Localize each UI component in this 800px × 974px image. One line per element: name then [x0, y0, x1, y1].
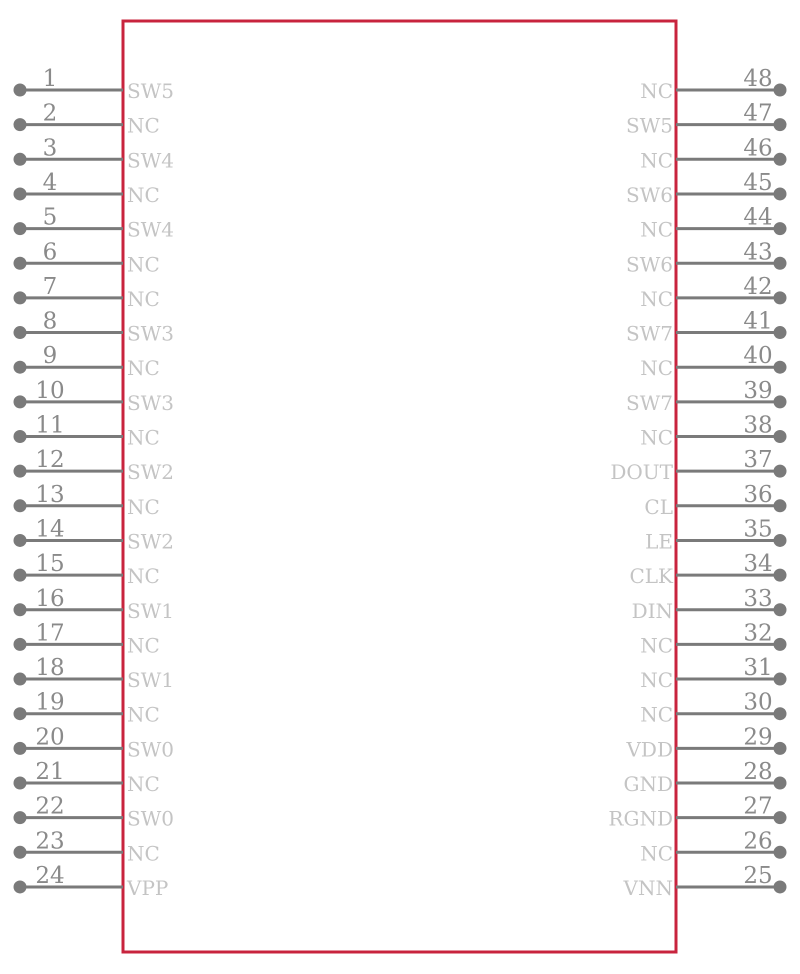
- pin-4: [14, 170, 160, 207]
- pin-37: [610, 447, 786, 484]
- pin-endpoint-dot: [774, 880, 787, 893]
- pin-9: [14, 343, 160, 380]
- pin-endpoint-dot: [14, 291, 27, 304]
- pin-label: SW2: [127, 529, 174, 554]
- pin-endpoint-dot: [14, 222, 27, 235]
- pin-label: SW0: [127, 806, 174, 831]
- pin-number: 37: [743, 447, 773, 474]
- pin-endpoint-dot: [14, 153, 27, 166]
- pin-number: 3: [42, 135, 58, 162]
- pin-label: NC: [127, 113, 160, 138]
- pin-41: [626, 309, 786, 346]
- pin-34: [629, 551, 786, 588]
- pin-label: NC: [640, 633, 673, 658]
- pin-6: [14, 239, 160, 276]
- pin-number: 25: [743, 862, 773, 889]
- pin-8: [14, 309, 174, 346]
- pin-label: VPP: [127, 875, 169, 900]
- pin-36: [644, 482, 786, 519]
- pin-14: [14, 516, 174, 553]
- ic-body-outline: [123, 21, 676, 952]
- pin-number: 40: [743, 343, 773, 370]
- pin-endpoint-dot: [774, 569, 787, 582]
- pin-number: 19: [35, 689, 65, 716]
- pin-endpoint-dot: [14, 118, 27, 131]
- pin-label: NC: [127, 182, 160, 207]
- pin-24: [14, 863, 169, 900]
- pin-endpoint-dot: [14, 707, 27, 720]
- pin-27: [608, 794, 786, 831]
- pin-label: VDD: [626, 737, 673, 762]
- pin-endpoint-dot: [774, 361, 787, 374]
- pin-label: VNN: [623, 875, 673, 900]
- pin-32: [640, 620, 786, 657]
- pin-number: 33: [743, 585, 773, 612]
- pin-endpoint-dot: [774, 707, 787, 720]
- pin-number: 30: [743, 689, 773, 716]
- pin-label: NC: [640, 841, 673, 866]
- pin-number: 15: [35, 551, 65, 578]
- pin-42: [640, 274, 786, 311]
- pin-number: 4: [42, 169, 58, 196]
- pin-endpoint-dot: [774, 777, 787, 790]
- pin-number: 29: [743, 724, 773, 751]
- pin-endpoint-dot: [774, 153, 787, 166]
- pin-18: [14, 655, 174, 692]
- pin-label: SW1: [127, 598, 174, 623]
- pin-11: [14, 413, 160, 450]
- pin-28: [623, 759, 786, 796]
- pin-endpoint-dot: [774, 534, 787, 547]
- pin-number: 26: [743, 828, 773, 855]
- pin-22: [14, 794, 174, 831]
- pin-number: 22: [35, 793, 65, 820]
- pin-25: [623, 863, 787, 900]
- pin-33: [632, 586, 787, 623]
- pin-endpoint-dot: [774, 742, 787, 755]
- pin-label: LE: [645, 529, 673, 554]
- pin-endpoint-dot: [774, 222, 787, 235]
- pin-35: [645, 516, 786, 553]
- pin-number: 46: [743, 135, 773, 162]
- pin-number: 42: [743, 273, 773, 300]
- pin-39: [626, 378, 786, 415]
- pin-label: NC: [127, 633, 160, 658]
- pin-31: [640, 655, 786, 692]
- pin-number: 2: [42, 100, 58, 127]
- pin-number: 48: [743, 66, 773, 92]
- pin-number: 44: [743, 204, 773, 231]
- pin-endpoint-dot: [14, 638, 27, 651]
- pin-43: [626, 239, 786, 276]
- pin-endpoint-dot: [774, 811, 787, 824]
- pin-endpoint-dot: [774, 638, 787, 651]
- pin-label: SW1: [127, 668, 174, 693]
- pin-label: NC: [640, 148, 673, 173]
- pin-40: [640, 343, 786, 380]
- pin-endpoint-dot: [774, 257, 787, 270]
- pin-endpoint-dot: [14, 84, 27, 97]
- pin-number: 45: [743, 169, 773, 196]
- pin-endpoint-dot: [14, 569, 27, 582]
- pin-endpoint-dot: [774, 395, 787, 408]
- pin-number: 10: [35, 377, 65, 404]
- pin-endpoint-dot: [14, 603, 27, 616]
- pin-45: [626, 170, 786, 207]
- pin-number: 27: [743, 793, 773, 820]
- pin-20: [14, 724, 174, 761]
- pin-label: SW3: [127, 390, 174, 415]
- right-pin-group: [608, 66, 786, 900]
- pin-endpoint-dot: [774, 603, 787, 616]
- pin-3: [14, 135, 174, 172]
- pin-number: 38: [743, 412, 773, 439]
- pin-12: [14, 447, 174, 484]
- pin-label: SW5: [626, 113, 673, 138]
- pin-16: [14, 586, 174, 623]
- pin-label: SW4: [127, 148, 174, 173]
- pin-number: 39: [743, 377, 773, 404]
- pin-label: NC: [640, 356, 673, 381]
- pin-label: NC: [127, 564, 160, 589]
- pin-number: 21: [35, 759, 65, 785]
- pin-endpoint-dot: [14, 257, 27, 270]
- pin-endpoint-dot: [14, 742, 27, 755]
- pin-number: 28: [743, 759, 773, 785]
- pin-38: [640, 413, 786, 450]
- pin-number: 24: [35, 862, 65, 889]
- pin-7: [14, 274, 160, 311]
- pin-endpoint-dot: [774, 673, 787, 686]
- pin-number: 47: [743, 100, 773, 127]
- pin-label: NC: [127, 425, 160, 450]
- pin-23: [14, 828, 160, 865]
- pin-number: 14: [35, 516, 65, 543]
- pin-number: 6: [42, 239, 58, 266]
- pin-number: 16: [35, 585, 65, 612]
- pin-number: 41: [743, 308, 773, 335]
- pin-number: 12: [35, 447, 65, 474]
- pin-endpoint-dot: [14, 777, 27, 790]
- pin-label: SW2: [127, 460, 174, 485]
- pin-endpoint-dot: [774, 499, 787, 512]
- pin-21: [14, 759, 160, 796]
- pin-number: 31: [743, 655, 773, 682]
- pin-number: 20: [35, 724, 65, 751]
- pin-endpoint-dot: [774, 846, 787, 859]
- pin-48: [640, 66, 786, 103]
- pin-number: 8: [42, 308, 58, 335]
- pin-label: SW5: [127, 79, 174, 103]
- pin-15: [14, 551, 160, 588]
- pin-endpoint-dot: [774, 430, 787, 443]
- pin-endpoint-dot: [774, 291, 787, 304]
- pin-endpoint-dot: [14, 395, 27, 408]
- pin-47: [626, 101, 786, 138]
- pin-label: NC: [640, 79, 673, 103]
- pin-number: 9: [42, 343, 58, 370]
- pin-number: 11: [35, 412, 65, 439]
- pin-endpoint-dot: [14, 811, 27, 824]
- pin-endpoint-dot: [14, 430, 27, 443]
- pin-label: SW7: [626, 321, 673, 346]
- pin-endpoint-dot: [14, 361, 27, 374]
- pin-label: NC: [640, 702, 673, 727]
- pin-number: 43: [743, 239, 773, 266]
- pin-label: NC: [127, 841, 160, 866]
- pin-label: SW0: [127, 737, 174, 762]
- pin-label: NC: [127, 494, 160, 519]
- pin-29: [625, 724, 786, 761]
- pin-number: 5: [42, 204, 58, 231]
- pin-label: SW7: [626, 390, 673, 415]
- pin-number: 32: [743, 620, 773, 647]
- pin-44: [640, 205, 786, 242]
- left-pin-group: [14, 66, 174, 900]
- pin-endpoint-dot: [14, 326, 27, 339]
- pin-number: 18: [35, 655, 65, 682]
- pin-label: CLK: [629, 564, 673, 589]
- pin-label: NC: [640, 217, 673, 242]
- pin-number: 35: [743, 516, 773, 543]
- pin-2: [14, 101, 160, 138]
- pin-5: [14, 205, 174, 242]
- pin-label: GND: [623, 772, 673, 796]
- pin-label: NC: [640, 286, 673, 311]
- pin-number: 23: [35, 828, 65, 855]
- pin-number: 7: [42, 273, 58, 300]
- pin-number: 36: [743, 481, 773, 508]
- pin-label: NC: [127, 356, 160, 381]
- pin-label: SW6: [626, 182, 673, 207]
- pin-endpoint-dot: [774, 187, 787, 200]
- pin-label: SW4: [127, 217, 174, 242]
- pin-17: [14, 620, 160, 657]
- pin-number: 34: [743, 551, 773, 578]
- pin-endpoint-dot: [14, 673, 27, 686]
- pin-label: NC: [640, 425, 673, 450]
- pin-10: [14, 378, 174, 415]
- pin-label: SW3: [127, 321, 174, 346]
- pin-endpoint-dot: [774, 326, 787, 339]
- pin-number: 17: [35, 620, 65, 647]
- pin-endpoint-dot: [774, 118, 787, 131]
- pin-number: 13: [35, 481, 65, 508]
- pin-19: [14, 690, 160, 727]
- pin-label: DOUT: [610, 460, 673, 485]
- pin-endpoint-dot: [14, 465, 27, 478]
- pin-13: [14, 482, 160, 519]
- pin-endpoint-dot: [14, 846, 27, 859]
- pin-30: [640, 690, 786, 727]
- pin-endpoint-dot: [14, 880, 27, 893]
- pin-label: NC: [127, 252, 160, 277]
- pin-label: RGND: [608, 806, 673, 831]
- pin-46: [640, 135, 786, 172]
- pin-label: DIN: [631, 598, 673, 623]
- pin-endpoint-dot: [774, 465, 787, 478]
- pin-label: NC: [127, 286, 160, 311]
- pin-endpoint-dot: [14, 534, 27, 547]
- pin-label: NC: [640, 668, 673, 693]
- pin-1: [14, 66, 174, 103]
- pin-endpoint-dot: [14, 187, 27, 200]
- pin-label: NC: [127, 772, 160, 796]
- pin-endpoint-dot: [774, 84, 787, 97]
- pin-label: CL: [644, 494, 673, 519]
- pin-label: NC: [127, 702, 160, 727]
- pin-endpoint-dot: [14, 499, 27, 512]
- pin-26: [640, 828, 786, 865]
- pin-label: SW6: [626, 252, 673, 277]
- pin-number: 1: [42, 66, 58, 92]
